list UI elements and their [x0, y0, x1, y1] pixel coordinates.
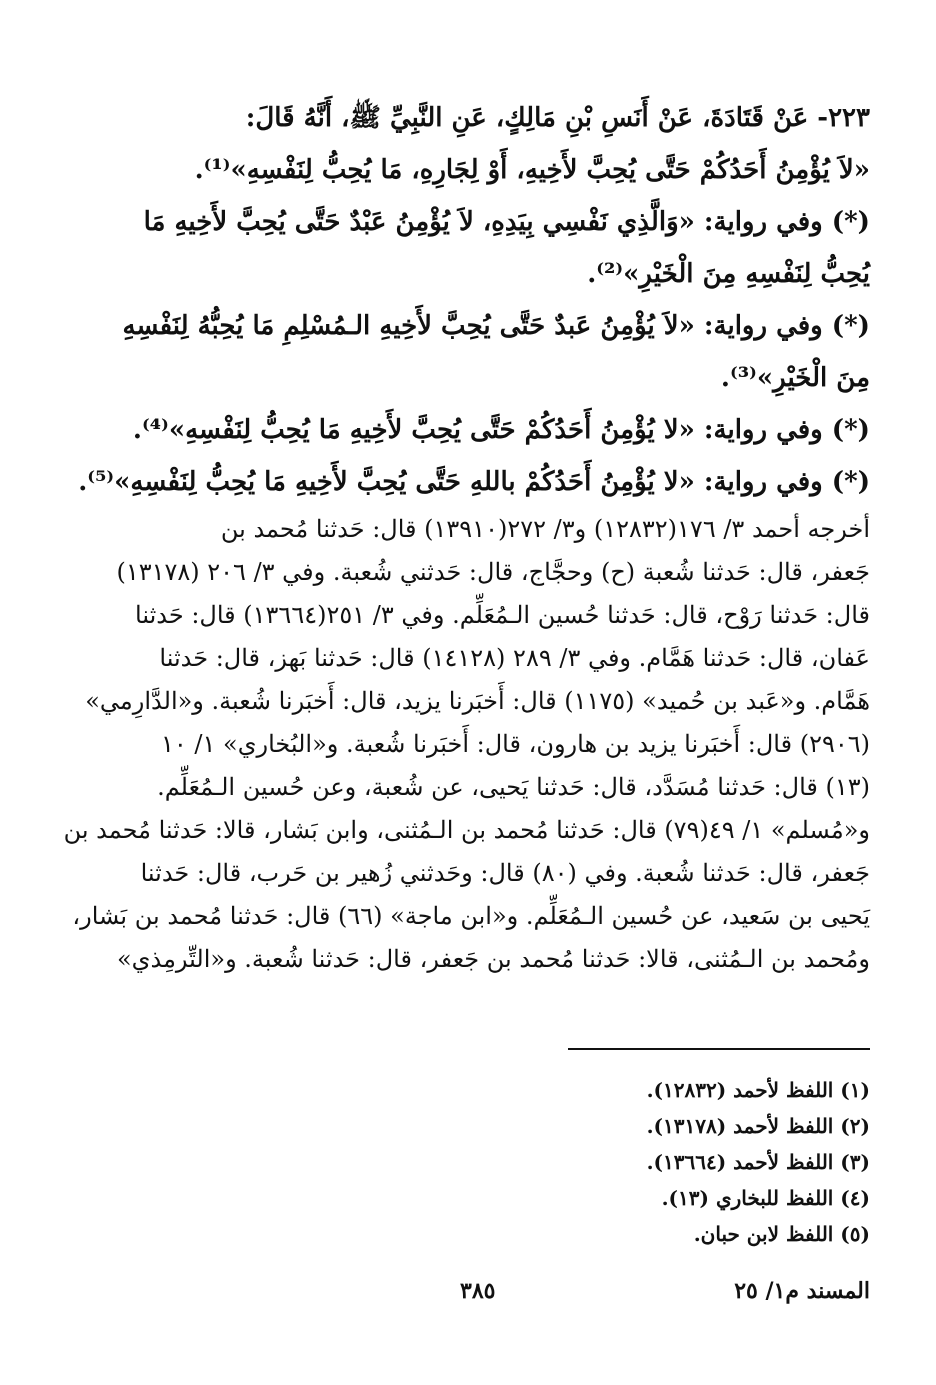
source-line-11: ومُحمد بن الـمُثنى، قالا: حَدثنا مُحمد بن جَعفر، قال: حَدثنا شُعبة. و«التِّرمِذي»	[117, 945, 870, 973]
hadith-line-5: (*) وفي رواية: «لاَ يُؤْمِنُ عَبدٌ حَتَّى يُحِبَّ لأَخِيهِ الـمُسْلِمِ مَا يُحِبُّهُ لِنَفْسِهِ	[122, 311, 870, 341]
source-line-9: جَعفر، قال: حَدثنا شُعبة. وفي (٨٠) قال: وحَدثني زُهير بن حَرب، قال: حَدثنا	[140, 859, 870, 887]
sources-block	[63, 508, 870, 981]
hadith-line-6: مِنَ الْخَيْرِ»⁽³⁾.	[720, 363, 870, 393]
source-line-7: (١٣) قال: حَدثنا مُسَدَّد، قال: حَدثنا يَحيى، عن شُعبة، وعن حُسين الـمُعَلِّم.	[157, 773, 870, 801]
hadith-line-2: «لاَ يُؤْمِنُ أَحَدُكُمْ حَتَّى يُحِبَّ لأَخِيهِ، أَوْ لِجَارِهِ، مَا يُحِبُّ لِنَفْسِهِ»⁽¹⁾.	[194, 155, 870, 185]
hadith-line-8: (*) وفي رواية: «لا يُؤْمِنُ أَحَدُكُمْ باللهِ حَتَّى يُحِبَّ لأَخِيهِ مَا يُحِبُّ لِنَفْسِهِ»⁽⁵⁾.	[78, 467, 870, 497]
footnote-1: (١) اللفظ لأحمد (١٢٨٣٢).	[646, 1078, 870, 1102]
source-line-3: قال: حَدثنا رَوْح، قال: حَدثنا حُسين الـمُعَلِّم. وفي ٣/ ٢٥١(١٣٦٦٤) قال: حَدثنا	[135, 601, 870, 629]
source-line-1: أخرجه أحمد ٣/ ١٧٦(١٢٨٣٢) و٣/ ٢٧٢(١٣٩١٠) قال: حَدثنا مُحمد بن	[220, 515, 870, 543]
footer-volume-label: المسند م١/ ٢٥	[734, 1278, 870, 1304]
footnote-4: (٤) اللفظ للبخاري (١٣).	[661, 1186, 870, 1210]
footnote-5: (٥) اللفظ لابن حبان.	[693, 1222, 870, 1246]
footnote-3: (٣) اللفظ لأحمد (١٣٦٦٤).	[646, 1150, 870, 1174]
source-line-6: (٢٩٠٦) قال: أَخبَرنا يزيد بن هارون، قال: أَخبَرنا شُعبة. و«البُخاري» ١/ ١٠	[160, 730, 870, 758]
hadith-line-1: ٢٢٣- عَنْ قَتَادَةَ، عَنْ أَنَسِ بْنِ مَالِكٍ، عَنِ النَّبِيِّ ﷺ، أَنَّهُ قَالَ:	[245, 103, 870, 133]
source-line-10: يَحيى بن سَعيد، عن حُسين الـمُعَلِّم. و«ابن ماجة» (٦٦) قال: حَدثنا مُحمد بن بَشار،	[72, 902, 870, 930]
source-line-4: عَفان، قال: حَدثنا هَمَّام. وفي ٣/ ٢٨٩ (١٤١٢٨) قال: حَدثنا بَهز، قال: حَدثنا	[159, 644, 870, 672]
page-number: ٣٨٥	[460, 1278, 496, 1304]
footnote-2: (٢) اللفظ لأحمد (١٣١٧٨).	[646, 1114, 870, 1138]
main-text	[63, 92, 870, 981]
hadith-line-4: يُحِبُّ لِنَفْسِهِ مِنَ الْخَيْرِ»⁽²⁾.	[587, 259, 870, 289]
hadith-line-3: (*) وفي رواية: «وَالَّذِي نَفْسِي بِيَدِهِ، لاَ يُؤْمِنُ عَبْدٌ حَتَّى يُحِبَّ لأَخِيهِ مَا	[143, 207, 870, 237]
footnotes	[420, 1072, 870, 1252]
source-line-2: جَعفر، قال: حَدثنا شُعبة (ح) وحجَّاج، قال: حَدثني شُعبة. وفي ٣/ ٢٠٦ (١٣١٧٨)	[116, 558, 870, 586]
source-line-5: هَمَّام. و«عَبد بن حُميد» (١١٧٥) قال: أَخبَرنا يزيد، قال: أَخبَرنا شُعبة. و«الدَّارِمي»	[85, 687, 870, 715]
page-footer	[130, 1278, 870, 1318]
hadith-line-7: (*) وفي رواية: «لا يُؤْمِنُ أَحَدُكُمْ حَتَّى يُحِبَّ لأَخِيهِ مَا يُحِبُّ لِنَفْسِهِ»⁽⁴⁾.	[132, 415, 870, 445]
footnote-divider	[568, 1048, 870, 1050]
hadith-block	[78, 92, 870, 508]
source-line-8: و«مُسلم» ١/ ٤٩(٧٩) قال: حَدثنا مُحمد بن الـمُثنى، وابن بَشار، قالا: حَدثنا مُحمد بن	[63, 816, 870, 844]
